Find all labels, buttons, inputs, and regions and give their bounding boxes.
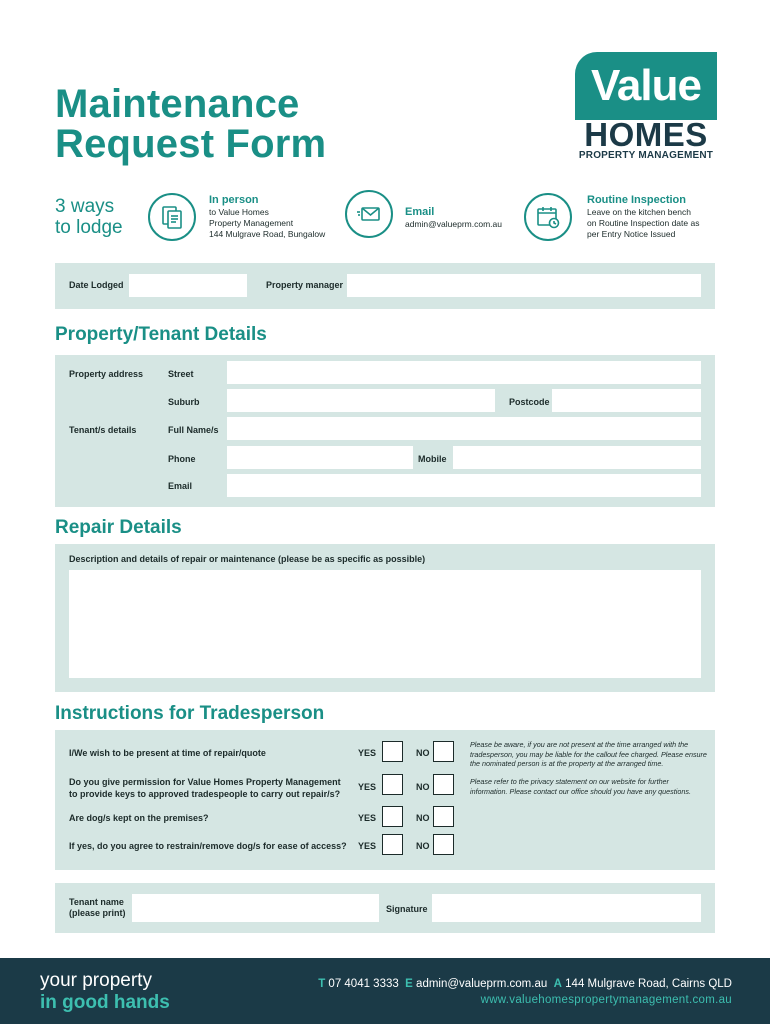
dogs-no-checkbox[interactable]	[433, 806, 454, 827]
restrain-yes-label: YES	[358, 841, 377, 851]
form-title	[55, 84, 326, 164]
tenant-name-label-line1: Tenant name	[69, 897, 124, 907]
email-label: Email	[168, 481, 193, 491]
property-address-label: Property address	[69, 369, 144, 379]
logo-pm-text: PROPERTY MANAGEMENT	[578, 150, 714, 161]
phone-prefix: T	[318, 978, 326, 990]
instructions-heading: Instructions for Tradesperson	[55, 703, 325, 724]
footer-phone[interactable]: 07 4041 3333	[328, 978, 399, 990]
footer-contact	[318, 978, 732, 990]
logo-homes-text: HOMES	[584, 116, 708, 153]
present-note-line1: Please be aware, if you are not present at the time arranged with the	[470, 740, 689, 749]
form-title-line1: Maintenance	[55, 82, 300, 126]
signature-label: Signature	[386, 904, 428, 914]
privacy-note	[470, 777, 691, 796]
postcode-label: Postcode	[509, 397, 550, 407]
keys-question-line1: Do you give permission for Value Homes Property Management	[69, 777, 341, 787]
in-person-line2: Property Management	[209, 218, 294, 228]
email-address: admin@valueprm.com.au	[405, 219, 502, 229]
present-no-label: NO	[416, 748, 430, 758]
suburb-label: Suburb	[168, 397, 200, 407]
date-lodged-label: Date Lodged	[69, 280, 124, 290]
restrain-no-label: NO	[416, 841, 430, 851]
tenant-name-label	[69, 897, 126, 919]
tenant-details-label: Tenant/s details	[69, 425, 137, 435]
present-yes-label: YES	[358, 748, 377, 758]
property-tenant-panel	[55, 355, 715, 507]
privacy-note-line1: Please refer to the privacy statement on our website for further	[470, 777, 669, 786]
restrain-no-checkbox[interactable]	[433, 834, 454, 855]
property-manager-field[interactable]	[347, 274, 701, 297]
keys-question	[69, 776, 341, 800]
signature-field[interactable]	[432, 894, 701, 922]
in-person-line1: to Value Homes	[209, 207, 269, 217]
signoff-panel	[55, 883, 715, 933]
restrain-yes-checkbox[interactable]	[382, 834, 403, 855]
envelope-icon	[345, 190, 393, 238]
inspection-details	[587, 207, 699, 240]
phone-field[interactable]	[227, 446, 413, 469]
dogs-yes-label: YES	[358, 813, 377, 823]
present-note-line3: the nominated person is at the property at the arranged time.	[470, 759, 664, 768]
repair-description-label: Description and details of repair or maintenance (please be as specific as possible)	[69, 554, 426, 564]
email-field[interactable]	[227, 474, 701, 497]
keys-yes-label: YES	[358, 782, 377, 792]
in-person-details	[209, 207, 325, 240]
property-manager-label: Property manager	[266, 280, 344, 290]
dogs-question: Are dog/s kept on the premises?	[69, 813, 209, 823]
tagline-line1: your property	[40, 970, 152, 991]
postcode-field[interactable]	[552, 389, 701, 412]
tenant-name-field[interactable]	[132, 894, 379, 922]
email-heading: Email	[405, 206, 435, 218]
full-name-label: Full Name/s	[168, 425, 219, 435]
logo-badge	[575, 52, 717, 120]
form-title-line2: Request Form	[55, 122, 327, 166]
dogs-yes-checkbox[interactable]	[382, 806, 403, 827]
street-label: Street	[168, 369, 194, 379]
keys-yes-checkbox[interactable]	[382, 774, 403, 795]
documents-icon	[148, 193, 196, 241]
present-question: I/We wish to be present at time of repair/quote	[69, 748, 266, 758]
instructions-panel	[55, 730, 715, 870]
email-prefix: E	[405, 978, 413, 990]
inspection-line3: per Entry Notice Issued	[587, 229, 676, 239]
repair-details-heading: Repair Details	[55, 517, 182, 538]
keys-no-checkbox[interactable]	[433, 774, 454, 795]
mobile-field[interactable]	[453, 446, 701, 469]
street-field[interactable]	[227, 361, 701, 384]
keys-question-line2: to provide keys to approved tradespeople to carry out repair/s?	[69, 789, 341, 799]
restrain-question: If yes, do you agree to restrain/remove dog/s for ease of access?	[69, 841, 347, 851]
property-tenant-heading: Property/Tenant Details	[55, 324, 267, 345]
repair-description-field[interactable]	[69, 570, 701, 678]
keys-no-label: NO	[416, 782, 430, 792]
inspection-heading: Routine Inspection	[587, 194, 686, 206]
in-person-line3: 144 Mulgrave Road, Bungalow	[209, 229, 326, 239]
tagline-line2: in good hands	[40, 992, 170, 1013]
value-homes-logo	[575, 52, 717, 162]
address-prefix: A	[553, 978, 562, 990]
footer	[0, 958, 770, 1024]
inspection-line2: on Routine Inspection date as	[587, 218, 700, 228]
calendar-icon	[524, 193, 572, 241]
present-yes-checkbox[interactable]	[382, 741, 403, 762]
ways-line1: 3 ways	[55, 196, 115, 217]
present-note	[470, 740, 707, 769]
dogs-no-label: NO	[416, 813, 430, 823]
logo-value-text: Value	[591, 61, 701, 110]
present-note-line2: tradesperson, you may be liable for the callout fee charged. Please ensure	[470, 749, 707, 759]
present-no-checkbox[interactable]	[433, 741, 454, 762]
mobile-label: Mobile	[418, 454, 447, 464]
inspection-line1: Leave on the kitchen bench	[587, 207, 691, 217]
lodgement-panel	[55, 263, 715, 309]
in-person-heading: In person	[209, 194, 259, 206]
ways-to-lodge	[55, 196, 123, 238]
footer-website[interactable]: www.valuehomespropertymanagement.com.au	[480, 994, 732, 1006]
privacy-note-line2: information. Please contact our office should you have any questions.	[470, 786, 691, 796]
repair-details-panel	[55, 544, 715, 692]
date-lodged-field[interactable]	[129, 274, 247, 297]
suburb-field[interactable]	[227, 389, 495, 412]
phone-label: Phone	[168, 454, 196, 464]
ways-line2: to lodge	[55, 217, 123, 238]
footer-address: 144 Mulgrave Road, Cairns QLD	[565, 978, 732, 990]
footer-email[interactable]: admin@valueprm.com.au	[416, 978, 548, 990]
full-name-field[interactable]	[227, 417, 701, 440]
tenant-name-label-line2: (please print)	[69, 908, 126, 918]
